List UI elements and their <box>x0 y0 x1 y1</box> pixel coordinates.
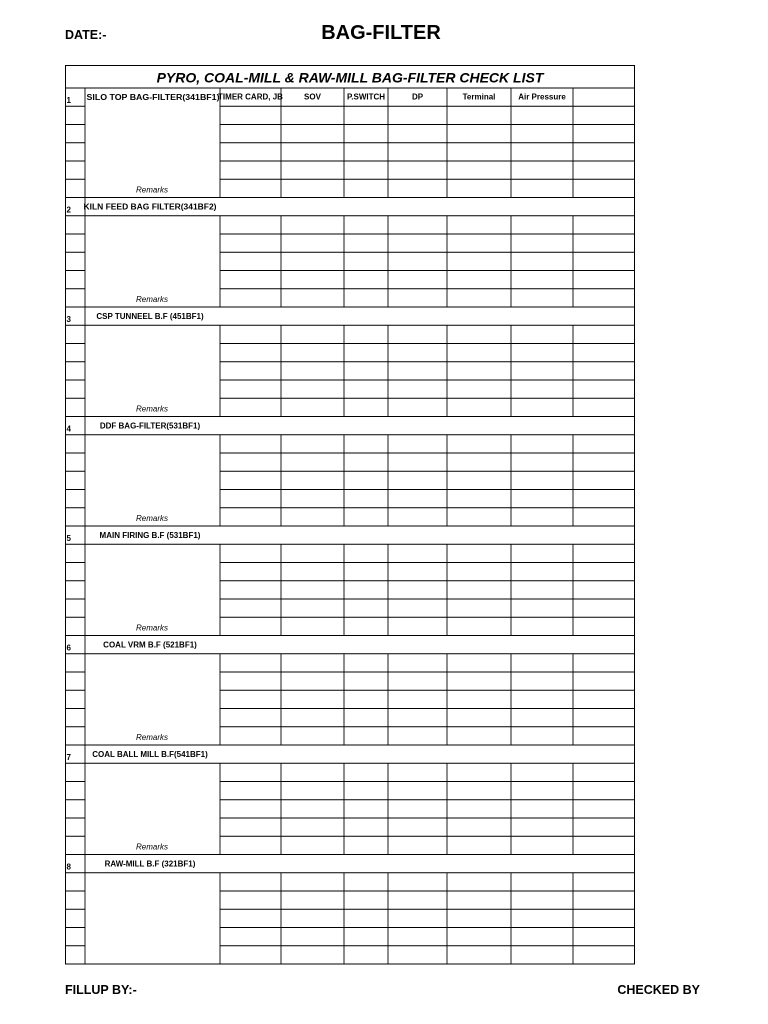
column-header: SOV <box>304 92 321 102</box>
remarks-label: Remarks <box>135 185 169 195</box>
date-label: DATE:- <box>65 28 107 42</box>
fillup-by-label: FILLUP BY:- <box>65 983 137 997</box>
section-name: COAL BALL MILL B.F(541BF1) <box>92 750 208 759</box>
column-header: TIMER CARD, JB <box>218 92 283 102</box>
page-title: BAG-FILTER <box>321 22 441 44</box>
section-name: RAW-MILL B.F (321BF1) <box>104 859 196 869</box>
remarks-label: Remarks <box>135 294 169 304</box>
column-header: Terminal <box>462 92 496 102</box>
remarks-label: Remarks <box>135 404 169 414</box>
section-number: 3 <box>66 315 71 324</box>
remarks-label: Remarks <box>135 732 169 742</box>
column-header: DP <box>411 92 424 102</box>
checklist-table <box>65 65 635 946</box>
section-name: MAIN FIRING B.F (531BF1) <box>99 531 201 540</box>
section-number: 5 <box>66 534 71 543</box>
section-name: SILO TOP BAG-FILTER(341BF1) <box>86 93 220 102</box>
section-name: CSP TUNNEEL B.F (451BF1) <box>96 312 204 321</box>
remarks-label: Remarks <box>135 513 169 523</box>
column-header: Air Pressure <box>518 92 566 102</box>
section-number: 1 <box>66 96 71 105</box>
checked-by-label: CHECKED BY <box>617 983 700 997</box>
checklist-title: PYRO, COAL-MILL & RAW-MILL BAG-FILTER CHECK LIST <box>156 69 544 86</box>
column-header: P.SWITCH <box>346 92 386 102</box>
section-number: 4 <box>66 424 71 434</box>
section-number: 8 <box>66 862 71 872</box>
remarks-label: Remarks <box>135 623 169 633</box>
section-number: 7 <box>66 753 71 762</box>
section-number: 6 <box>66 643 71 653</box>
remarks-label: Remarks <box>135 842 169 852</box>
section-name: KILN FEED BAG FILTER(341BF2) <box>83 202 217 212</box>
section-name: COAL VRM B.F (521BF1) <box>103 640 197 650</box>
section-name: DDF BAG-FILTER(531BF1) <box>99 421 201 431</box>
section-number: 2 <box>66 205 71 215</box>
